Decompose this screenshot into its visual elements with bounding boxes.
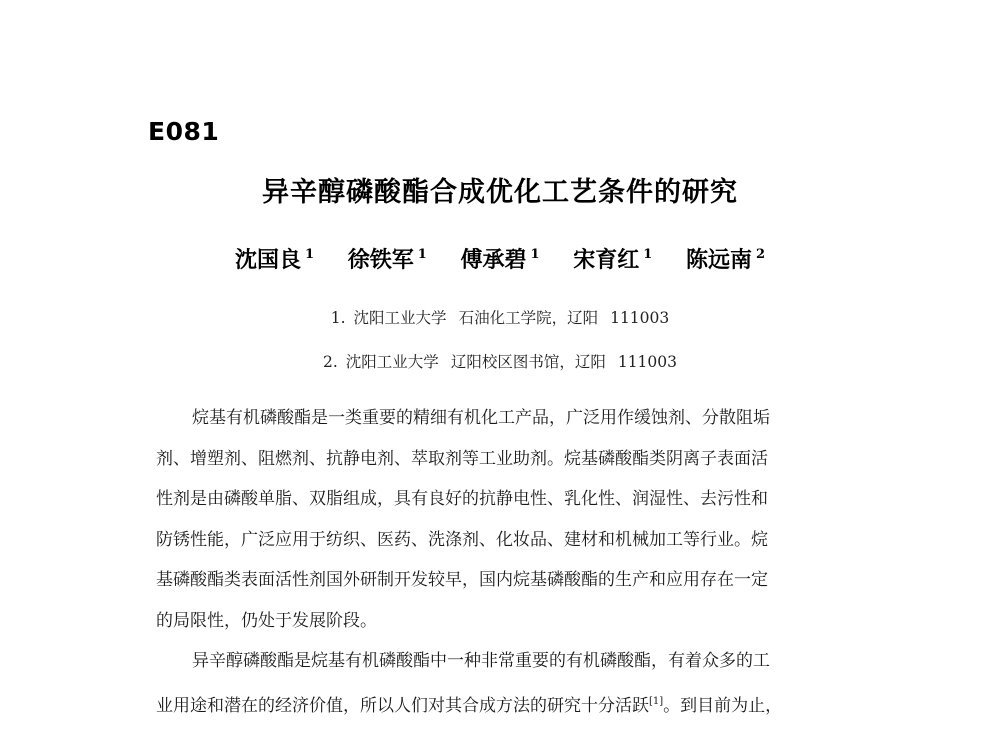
affiliation-2 <box>0 350 1000 372</box>
affiliation-1 <box>0 306 1000 328</box>
author <box>460 243 539 274</box>
affiliation-dept: 石油化工学院，辽阳 <box>458 309 599 327</box>
citation-marker: [1] <box>649 695 664 707</box>
author-list <box>0 243 1000 274</box>
body-line: 的局限性，仍处于发展阶段。 <box>156 610 377 631</box>
author-name: 宋育红 <box>573 248 640 273</box>
author <box>235 243 314 274</box>
body-line-text-tail: 。到目前为止， <box>663 695 783 716</box>
body-line: 防锈性能，广泛应用于纺织、医药、洗涤剂、化妆品、建材和机械加工等行业。烷 <box>156 529 768 550</box>
affiliation-number: 2. <box>323 353 338 371</box>
body-line: 基磷酸酯类表面活性剂国外研制开发较早，国内烷基磷酸酯的生产和应用存在一定 <box>156 570 768 590</box>
author-affiliation-mark: 1 <box>643 247 653 262</box>
author-name: 陈远南 <box>685 248 752 273</box>
body-line-text: 业用途和潜在的经济价值，所以人们对其合成方法的研究十分活跃 <box>156 695 649 716</box>
author-affiliation-mark: 1 <box>417 247 427 262</box>
author-name: 傅承碧 <box>460 248 527 273</box>
paper-title: 异辛醇磷酸酯合成优化工艺条件的研究 <box>262 177 738 208</box>
affiliation-zip: 111003 <box>610 309 670 327</box>
author-affiliation-mark: 1 <box>530 247 540 262</box>
body-text <box>156 398 852 726</box>
affiliation-zip: 111003 <box>617 353 677 371</box>
affiliation-dept: 辽阳校区图书馆，辽阳 <box>450 353 606 371</box>
body-line: 烷基有机磷酸酯是一类重要的精细有机化工产品，广泛用作缓蚀剂、分散阻垢 <box>192 408 770 428</box>
author <box>573 243 652 274</box>
affiliation-number: 1. <box>330 309 346 327</box>
author-name: 徐铁军 <box>347 248 414 273</box>
body-line: 异辛醇磷酸酯是烷基有机磷酸酯中一种非常重要的有机磷酸酯，有着众多的工 <box>192 651 770 671</box>
author <box>686 243 765 274</box>
affiliation-org: 沈阳工业大学 <box>353 309 447 327</box>
body-line: 性剂是由磷酸单脂、双脂组成，具有良好的抗静电性、乳化性、润湿性、去污性和 <box>156 489 768 509</box>
author-affiliation-mark: 1 <box>305 247 315 262</box>
author-name: 沈国良 <box>235 248 302 273</box>
affiliation-org: 沈阳工业大学 <box>345 353 439 371</box>
body-line: 剂、增塑剂、阻燃剂、抗静电剂、萃取剂等工业助剂。烷基磷酸酯类阴离子表面活 <box>156 448 768 469</box>
author-affiliation-mark: 2 <box>755 247 765 262</box>
body-line-with-citation <box>156 682 852 727</box>
document-code: E081 <box>148 117 220 146</box>
author <box>348 243 427 274</box>
